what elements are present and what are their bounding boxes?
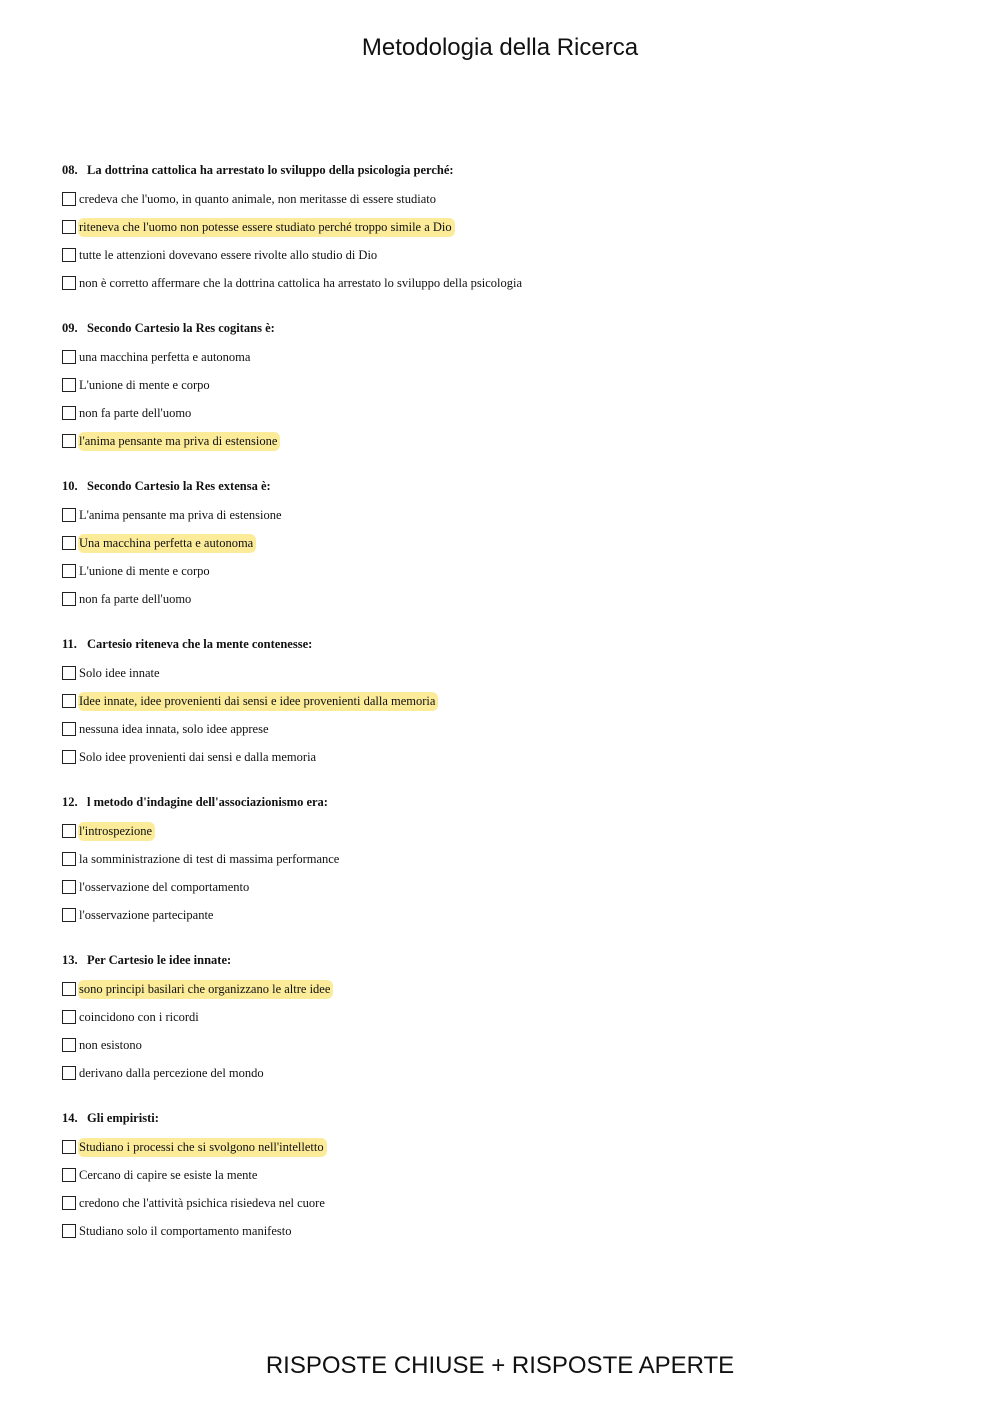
answer-option[interactable] [62, 817, 942, 845]
question-block [62, 791, 942, 929]
answer-text: non fa parte dell'uomo [79, 591, 192, 606]
page-title: Metodologia della Ricerca [361, 34, 639, 61]
answer-checkbox[interactable] [62, 982, 76, 996]
answer-option[interactable] [62, 687, 942, 715]
answer-option[interactable] [62, 1133, 942, 1161]
answer-checkbox[interactable] [62, 908, 76, 922]
answer-text: coincidono con i ricordi [79, 1009, 199, 1024]
highlighted-answer-text: l'anima pensante ma priva di estensione [78, 432, 280, 451]
question-text: l metodo d'indagine dell'associazionismo era: [87, 795, 328, 809]
answer-option[interactable] [62, 873, 942, 901]
question-text: La dottrina cattolica ha arrestato lo sviluppo della psicologia perché: [87, 163, 454, 177]
answer-checkbox[interactable] [62, 220, 76, 234]
answer-text: una macchina perfetta e autonoma [79, 349, 251, 364]
answer-option[interactable] [62, 529, 942, 557]
answer-option[interactable] [62, 975, 942, 1003]
answer-option[interactable] [62, 845, 942, 873]
highlighted-answer-text: Idee innate, idee provenienti dai sensi e idee provenienti dalla memoria [78, 692, 438, 711]
answer-checkbox[interactable] [62, 192, 76, 206]
question-block [62, 317, 942, 455]
question-list [62, 159, 942, 1265]
answer-checkbox[interactable] [62, 536, 76, 550]
answer-option[interactable] [62, 1161, 942, 1189]
question-block [62, 1107, 942, 1245]
answer-checkbox[interactable] [62, 508, 76, 522]
answer-option[interactable] [62, 1031, 942, 1059]
answer-checkbox[interactable] [62, 852, 76, 866]
answer-text: Solo idee provenienti dai sensi e dalla memoria [79, 749, 317, 764]
question-number: 08. [62, 163, 78, 177]
answer-option[interactable] [62, 557, 942, 585]
answer-checkbox[interactable] [62, 1038, 76, 1052]
question-text: Secondo Cartesio la Res extensa è: [87, 479, 271, 493]
question-header [62, 791, 942, 813]
answer-checkbox[interactable] [62, 434, 76, 448]
answer-option[interactable] [62, 501, 942, 529]
answer-text: l'osservazione partecipante [79, 907, 214, 922]
answer-option[interactable] [62, 343, 942, 371]
answer-checkbox[interactable] [62, 1010, 76, 1024]
question-header [62, 475, 942, 497]
answer-checkbox[interactable] [62, 1066, 76, 1080]
answer-text: non esistono [79, 1037, 142, 1052]
answer-option[interactable] [62, 1003, 942, 1031]
answer-option[interactable] [62, 1059, 942, 1087]
question-number: 09. [62, 321, 78, 335]
answer-option[interactable] [62, 585, 942, 613]
answer-text: la somministrazione di test di massima performance [79, 851, 340, 866]
highlighted-answer-text: l'introspezione [78, 822, 155, 841]
answer-text: Studiano solo il comportamento manifesto [79, 1223, 292, 1238]
question-header [62, 633, 942, 655]
answer-text: credeva che l'uomo, in quanto animale, non meritasse di essere studiato [79, 191, 437, 206]
answer-checkbox[interactable] [62, 592, 76, 606]
answer-checkbox[interactable] [62, 276, 76, 290]
footer-text: RISPOSTE CHIUSE + RISPOSTE APERTE [265, 1352, 735, 1379]
answer-checkbox[interactable] [62, 694, 76, 708]
answer-option[interactable] [62, 185, 942, 213]
question-block [62, 159, 942, 297]
question-block [62, 633, 942, 771]
answer-option[interactable] [62, 427, 942, 455]
answer-checkbox[interactable] [62, 750, 76, 764]
answer-checkbox[interactable] [62, 880, 76, 894]
answer-text: tutte le attenzioni dovevano essere rivolte allo studio di Dio [79, 247, 378, 262]
question-header [62, 1107, 942, 1129]
answer-checkbox[interactable] [62, 564, 76, 578]
answer-option[interactable] [62, 371, 942, 399]
answer-option[interactable] [62, 1217, 942, 1245]
answer-checkbox[interactable] [62, 1140, 76, 1154]
answer-text: l'osservazione del comportamento [79, 879, 250, 894]
answer-option[interactable] [62, 213, 942, 241]
question-block [62, 475, 942, 613]
question-text: Cartesio riteneva che la mente contenesse: [87, 637, 313, 651]
question-number: 12. [62, 795, 78, 809]
answer-checkbox[interactable] [62, 1168, 76, 1182]
highlighted-answer-text: Studiano i processi che si svolgono nell'intelletto [78, 1138, 327, 1157]
answer-option[interactable] [62, 743, 942, 771]
answer-text: non fa parte dell'uomo [79, 405, 192, 420]
question-number: 10. [62, 479, 78, 493]
answer-text: derivano dalla percezione del mondo [79, 1065, 264, 1080]
question-header [62, 317, 942, 339]
question-header [62, 949, 942, 971]
answer-option[interactable] [62, 715, 942, 743]
answer-checkbox[interactable] [62, 666, 76, 680]
question-block [62, 949, 942, 1087]
answer-checkbox[interactable] [62, 1196, 76, 1210]
answer-option[interactable] [62, 399, 942, 427]
question-header [62, 159, 942, 181]
answer-text: Cercano di capire se esiste la mente [79, 1167, 258, 1182]
answer-text: L'unione di mente e corpo [79, 377, 210, 392]
question-number: 14. [62, 1111, 78, 1125]
answer-text: L'unione di mente e corpo [79, 563, 210, 578]
answer-text: L'anima pensante ma priva di estensione [79, 507, 282, 522]
question-text: Per Cartesio le idee innate: [87, 953, 232, 967]
question-text: Gli empiristi: [87, 1111, 159, 1125]
answer-option[interactable] [62, 241, 942, 269]
question-number: 13. [62, 953, 78, 967]
answer-checkbox[interactable] [62, 406, 76, 420]
answer-checkbox[interactable] [62, 378, 76, 392]
answer-option[interactable] [62, 659, 942, 687]
question-text: Secondo Cartesio la Res cogitans è: [87, 321, 275, 335]
answer-text: credono che l'attività psichica risiedeva nel cuore [79, 1195, 325, 1210]
answer-option[interactable] [62, 269, 942, 297]
answer-text: non è corretto affermare che la dottrina cattolica ha arrestato lo sviluppo della psicologia [79, 275, 522, 290]
answer-checkbox[interactable] [62, 248, 76, 262]
highlighted-answer-text: Una macchina perfetta e autonoma [78, 534, 256, 553]
answer-text: Solo idee innate [79, 665, 160, 680]
answer-checkbox[interactable] [62, 722, 76, 736]
answer-option[interactable] [62, 901, 942, 929]
answer-checkbox[interactable] [62, 1224, 76, 1238]
answer-text: nessuna idea innata, solo idee apprese [79, 721, 269, 736]
answer-checkbox[interactable] [62, 824, 76, 838]
question-number: 11. [62, 637, 77, 651]
highlighted-answer-text: riteneva che l'uomo non potesse essere studiato perché troppo simile a Dio [78, 218, 455, 237]
answer-checkbox[interactable] [62, 350, 76, 364]
answer-option[interactable] [62, 1189, 942, 1217]
highlighted-answer-text: sono principi basilari che organizzano le altre idee [78, 980, 333, 999]
